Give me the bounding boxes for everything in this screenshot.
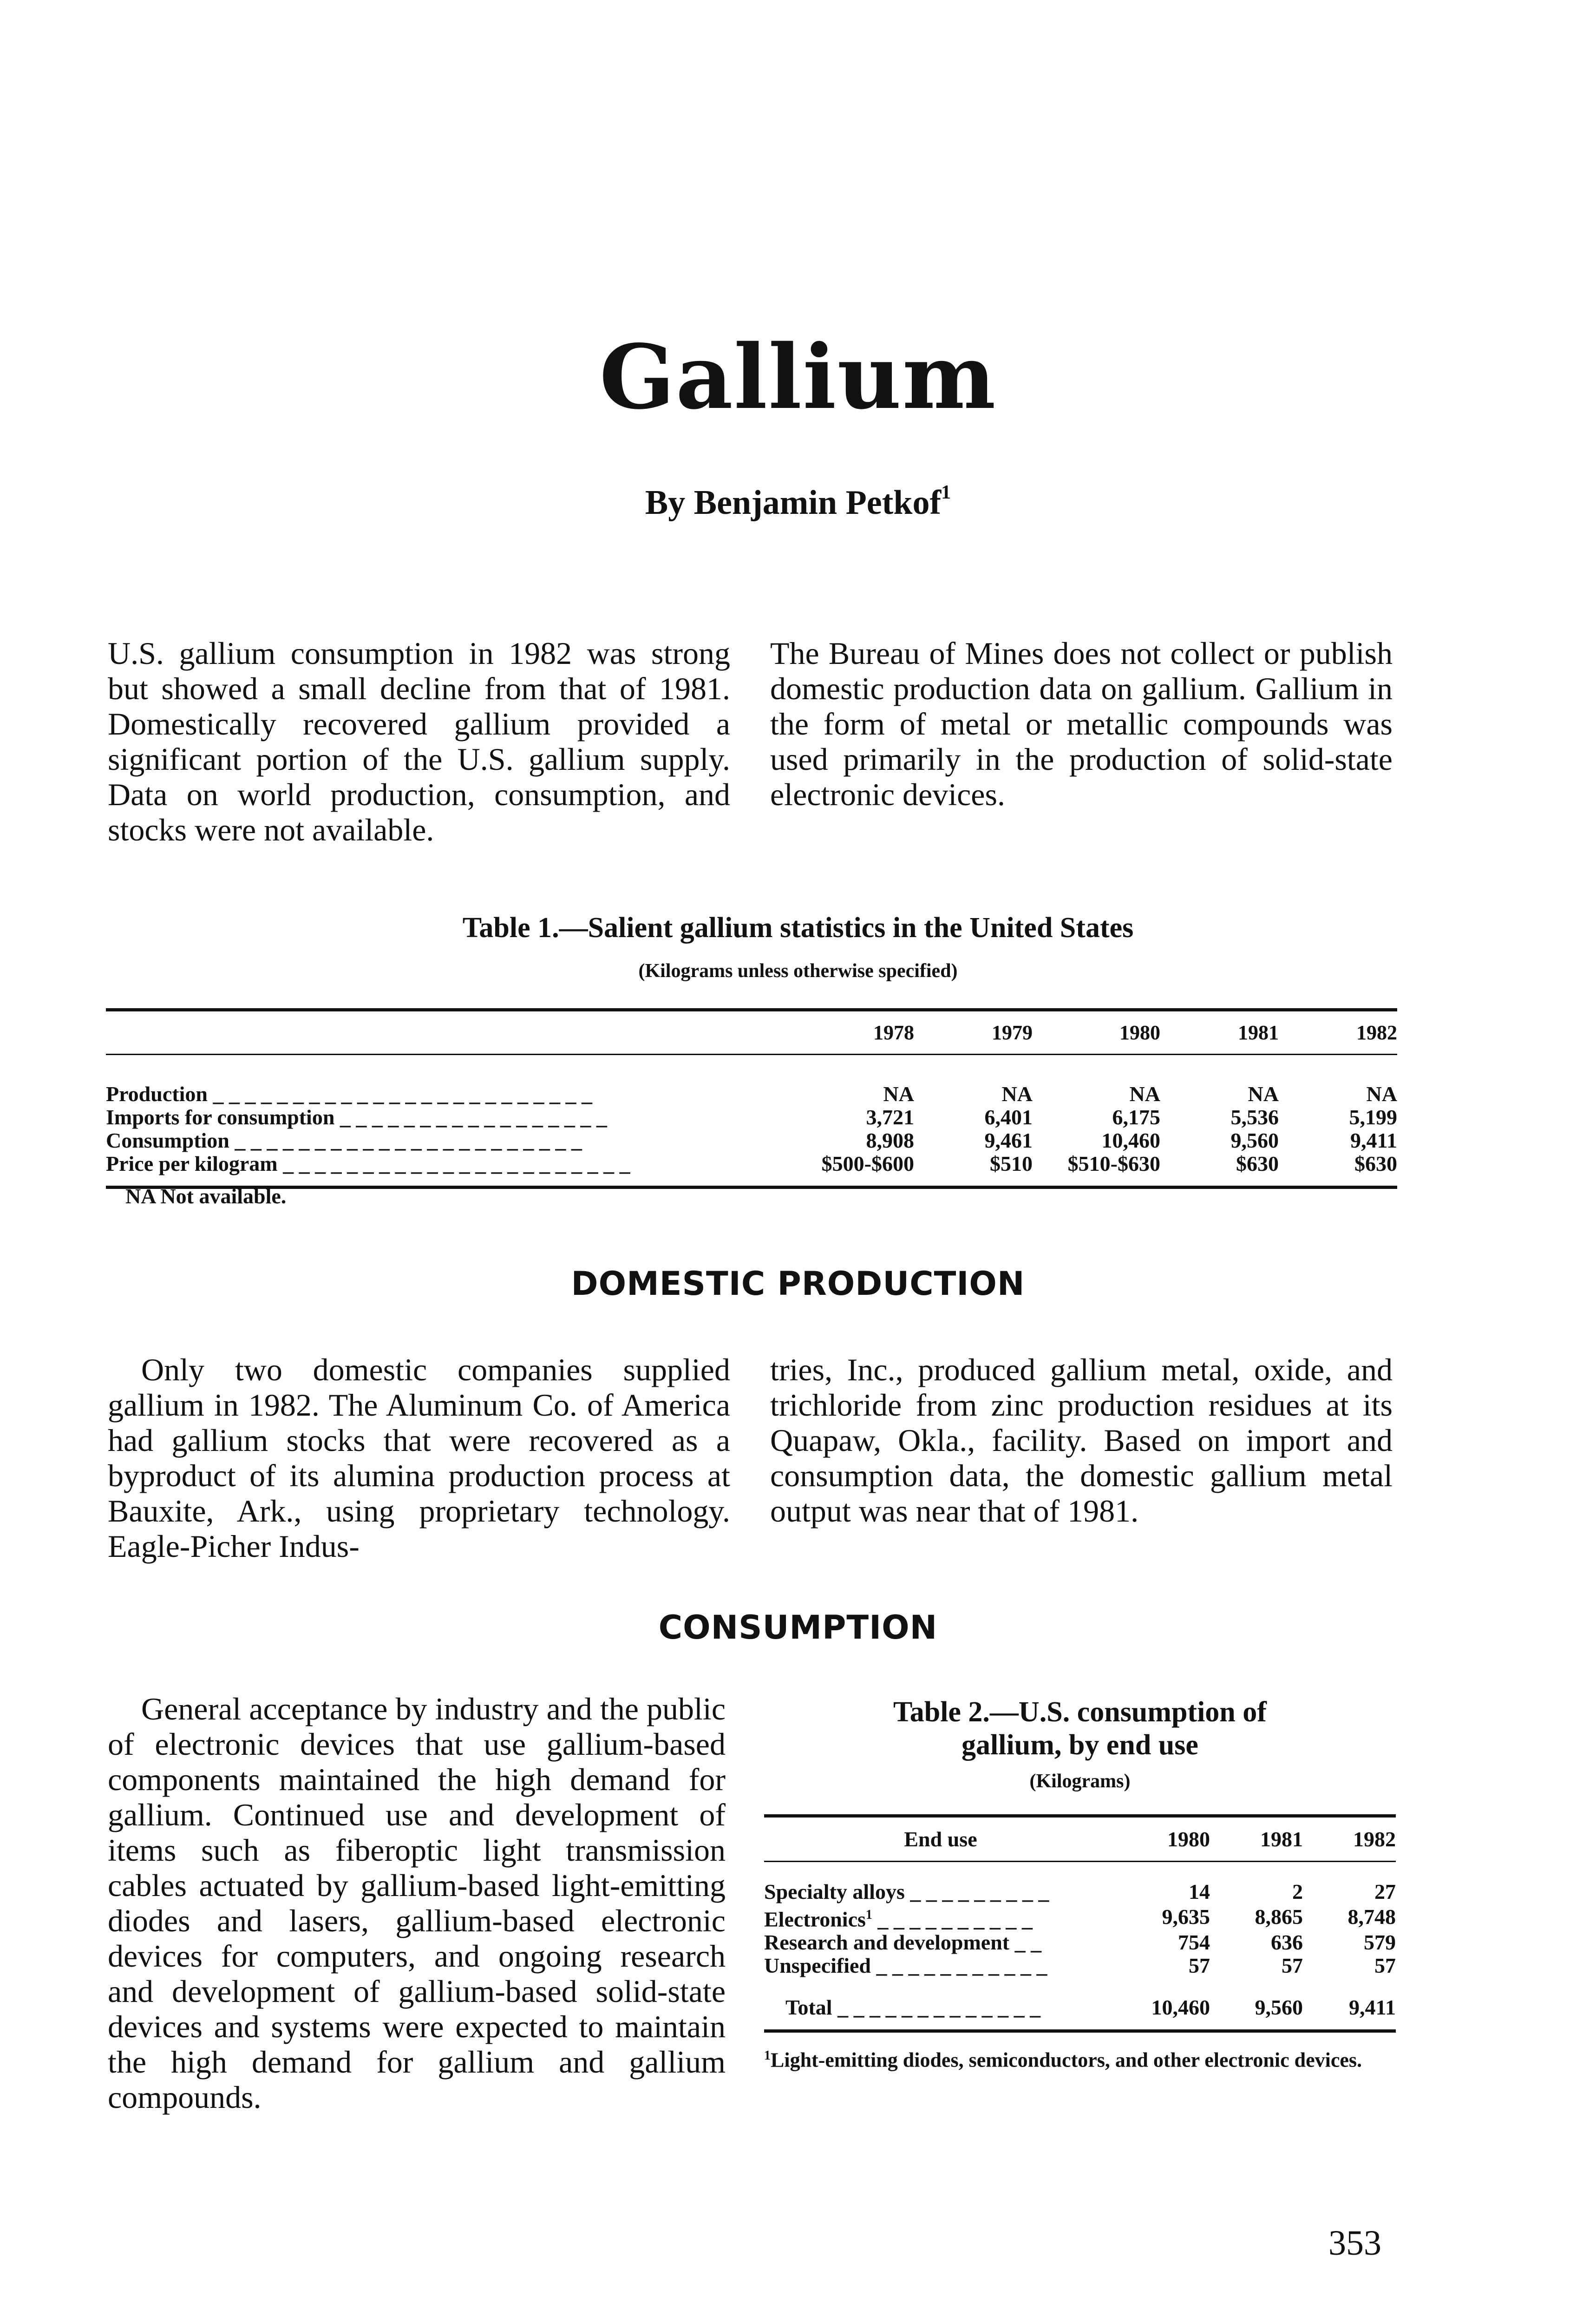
table1: [106, 1008, 1397, 1189]
table-cell: 2: [1292, 1879, 1303, 1903]
table2-col-header: 1982: [1303, 1816, 1396, 1862]
table-cell: 9,635: [1162, 1905, 1210, 1929]
table-row: [106, 1106, 1397, 1129]
table-cell: 5,199: [1349, 1105, 1397, 1129]
table1-col-header: 1981: [1160, 1010, 1279, 1055]
table-row: [106, 1083, 1397, 1106]
table2-col-header: 1981: [1210, 1816, 1303, 1862]
table-cell: 8,908: [866, 1128, 914, 1152]
table-cell: 57: [1189, 1953, 1210, 1977]
footnote-mark: 1: [865, 1907, 872, 1922]
table-cell: 754: [1178, 1930, 1210, 1954]
table-cell: 9,560: [1230, 1128, 1279, 1152]
table-cell: NA: [1366, 1082, 1397, 1106]
table2-col-header: 1980: [1117, 1816, 1210, 1862]
table2: [764, 1814, 1396, 2033]
table-row-total: [764, 1996, 1396, 2031]
table2-footnote: [764, 2044, 1396, 2072]
byline: [0, 483, 1596, 523]
table-cell: NA: [1001, 1082, 1033, 1106]
row-label: Price per kilogram _ _ _ _ _ _ _ _ _ _ _ _ _ _ _ _ _ _ _ _ _ _: [106, 1152, 663, 1188]
table-row: [106, 1129, 1397, 1152]
table-cell: 3,721: [866, 1105, 914, 1129]
table-cell: 57: [1374, 1953, 1396, 1977]
table1-col-header: 1979: [914, 1010, 1033, 1055]
table-row: [106, 1152, 1397, 1188]
table-row: [764, 1880, 1396, 1903]
table-cell: 636: [1271, 1930, 1303, 1954]
author-name: By Benjamin Petkof: [645, 484, 942, 522]
table-cell: 6,401: [984, 1105, 1033, 1129]
table-cell: $510: [914, 1152, 1033, 1188]
table1-title: Table 1.—Salient gallium statistics in the United States: [462, 912, 1134, 944]
table2-header-row: [764, 1816, 1396, 1862]
intro-left-paragraph: U.S. gallium consumption in 1982 was strong but showed a small decline from that of 1981. Domestically recovered gallium provided a significant portion of the U.S. gallium supply. Data on world production, consumption, and stocks were not available.: [108, 636, 730, 847]
row-label: Total _ _ _ _ _ _ _ _ _ _ _ _ _: [764, 1996, 1117, 2031]
table-cell: 6,175: [1112, 1105, 1160, 1129]
footnote-mark: 1: [764, 2048, 771, 2063]
table2-title-line: gallium, by end use: [962, 1729, 1198, 1761]
table-cell: NA: [1129, 1082, 1160, 1106]
row-label: Specialty alloys _ _ _ _ _ _ _ _ _: [764, 1880, 1049, 1903]
domestic-right-column: [770, 1352, 1393, 1529]
table-cell: 9,461: [984, 1128, 1033, 1152]
table-cell: 8,748: [1347, 1905, 1396, 1929]
intro-right-paragraph: The Bureau of Mines does not collect or publish domestic production data on gallium. Gallium in the form of metal or metallic compounds was used primarily in the production of solid-state electronic devices.: [770, 636, 1393, 812]
row-label: Consumption _ _ _ _ _ _ _ _ _ _ _ _ _ _ _ _ _ _ _ _ _ _: [106, 1129, 582, 1152]
table-cell: 57: [1282, 1953, 1303, 1977]
domestic-right-paragraph: tries, Inc., produced gallium metal, oxide, and trichloride from zinc production residues at its Quapaw, Okla., facility. Based on import and consumption data, the domestic gallium metal output was near that of 1981.: [770, 1352, 1393, 1529]
table2-title-line: Table 2.—U.S. consumption of: [893, 1696, 1267, 1728]
table-cell: $510-$630: [1033, 1152, 1160, 1188]
table2-subtitle: (Kilograms): [1029, 1771, 1131, 1792]
table-cell: 14: [1189, 1879, 1210, 1903]
row-label: Electronics$^1$ _ _ _ _ _ _ _ _ _ _: [764, 1907, 1033, 1931]
row-label: Imports for consumption _ _ _ _ _ _ _ _ _ _ _ _ _ _ _ _ _: [106, 1105, 607, 1129]
table-cell: 10,460: [1117, 1996, 1210, 2031]
page-title: Gallium: [599, 325, 997, 429]
section-heading-domestic-production: DOMESTIC PRODUCTION: [571, 1265, 1025, 1303]
table1-footnote: NA Not available.: [125, 1184, 287, 1208]
table1-col-header: 1982: [1279, 1010, 1397, 1055]
table2-col-header: End use: [764, 1816, 1117, 1862]
table-cell: $500-$600: [663, 1152, 914, 1188]
intro-right-column: [770, 636, 1393, 812]
row-label: Research and development _ _: [764, 1930, 1042, 1954]
table-cell: 9,411: [1303, 1996, 1396, 2031]
consumption-column: [108, 1691, 726, 2115]
table1-col-header: 1978: [663, 1010, 914, 1055]
table2-footnote-text: Light-emitting diodes, semiconductors, and other electronic devices.: [771, 2048, 1362, 2072]
table1-header-row: [106, 1010, 1397, 1055]
intro-left-column: [108, 636, 730, 847]
table2-title: [764, 1696, 1396, 1762]
table-cell: 5,536: [1230, 1105, 1279, 1129]
domestic-left-paragraph: Only two domestic companies supplied gallium in 1982. The Aluminum Co. of America had gallium stocks that were recovered as a byproduct of its alumina production process at Bauxite, Ark., using proprietary technology. Eagle-Picher Indus-: [108, 1352, 730, 1564]
table-cell: 8,865: [1255, 1905, 1303, 1929]
table-cell: NA: [1248, 1082, 1279, 1106]
table-cell: $630: [1279, 1152, 1397, 1188]
table-row: [764, 1954, 1396, 1977]
table-cell: 9,560: [1210, 1996, 1303, 2031]
row-label: Production _ _ _ _ _ _ _ _ _ _ _ _ _ _ _ _ _ _ _ _ _ _ _ _: [106, 1082, 592, 1106]
consumption-paragraph: General acceptance by industry and the public of electronic devices that use gallium-based components maintained the high demand for gallium. Continued use and development of items such as fiberoptic light transmission cables actuated by gallium-based light-emitting diodes and lasers, gallium-based electronic devices for computers, and ongoing research and development of gallium-based solid-state devices and systems were expected to maintain the high demand for gallium and gallium compounds.: [108, 1691, 726, 2115]
table-cell: $630: [1160, 1152, 1279, 1188]
domestic-left-column: [108, 1352, 730, 1564]
table1-subtitle: (Kilograms unless otherwise specified): [638, 960, 958, 982]
table-cell: NA: [883, 1082, 914, 1106]
table-cell: 10,460: [1101, 1128, 1160, 1152]
table-cell: 27: [1374, 1879, 1396, 1903]
row-label: Unspecified _ _ _ _ _ _ _ _ _ _ _: [764, 1954, 1047, 1977]
page-number: 353: [1328, 2224, 1381, 2263]
author-footnote-mark: 1: [941, 482, 951, 503]
section-heading-consumption: CONSUMPTION: [658, 1608, 938, 1647]
table-cell: 579: [1364, 1930, 1396, 1954]
table-row: [764, 1931, 1396, 1954]
table-cell: 9,411: [1350, 1128, 1397, 1152]
table-row: [764, 1903, 1396, 1931]
table1-col-header: 1980: [1033, 1010, 1160, 1055]
